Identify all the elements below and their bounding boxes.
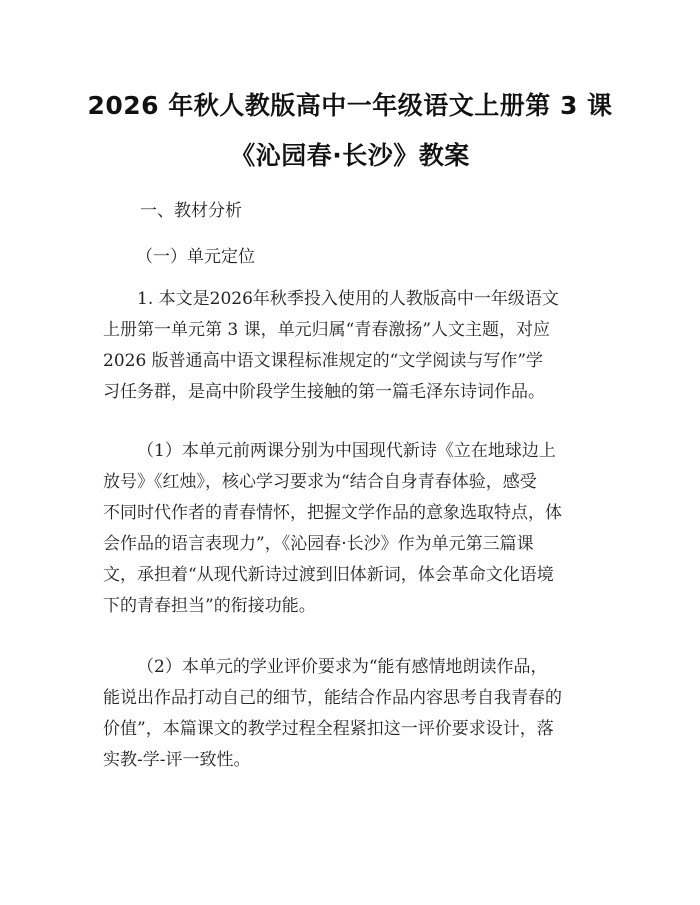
paragraph-line: 下的青春担当”的衔接功能。	[103, 596, 316, 616]
paragraph-1	[103, 284, 603, 408]
paragraph-line: 上册第一单元第 3 课，单元归属“青春激扬”人文主题，对应	[103, 320, 551, 340]
section-heading: 一、教材分析	[140, 201, 242, 221]
paragraph-line: 不同时代作者的青春情怀，把握文学作品的意象选取特点，体	[103, 503, 562, 523]
paragraph-line: 习任务群，是高中阶段学生接触的第一篇毛泽东诗词作品。	[103, 382, 545, 402]
document-title-line1: 2026 年秋人教版高中一年级语文上册第 3 课	[87, 91, 613, 120]
paragraph-2	[103, 436, 603, 622]
paragraph-line: 1. 本文是2026年秋季投入使用的人教版高中一年级语文	[137, 289, 559, 309]
paragraph-line: （1）本单元前两课分别为中国现代新诗《立在地球边上	[137, 441, 556, 461]
paragraph-line: 实教-学-评一致性。	[103, 750, 251, 770]
paragraph-line: 会作品的语言表现力”，《沁园春·长沙》作为单元第三篇课	[103, 534, 534, 554]
subsection-heading: （一）单元定位	[136, 247, 255, 267]
document-title-line2: 《沁园春·长沙》教案	[230, 141, 470, 170]
paragraph-line: 价值”，本篇课文的教学过程全程紧扣这一评价要求设计，落	[103, 719, 554, 739]
paragraph-3	[103, 652, 603, 776]
paragraph-line: 文，承担着“从现代新诗过渡到旧体新词，体会革命文化语境	[103, 565, 554, 585]
paragraph-line: 放号》《红烛》，核心学习要求为“结合自身青春体验，感受	[103, 472, 537, 492]
paragraph-line: 能说出作品打动自己的细节，能结合作品内容思考自我青春的	[103, 688, 562, 708]
paragraph-line: （2）本单元的学业评价要求为“能有感情地朗读作品，	[137, 657, 548, 677]
paragraph-line: 2026 版普通高中语文课程标准规定的“文学阅读与写作”学	[103, 351, 544, 371]
